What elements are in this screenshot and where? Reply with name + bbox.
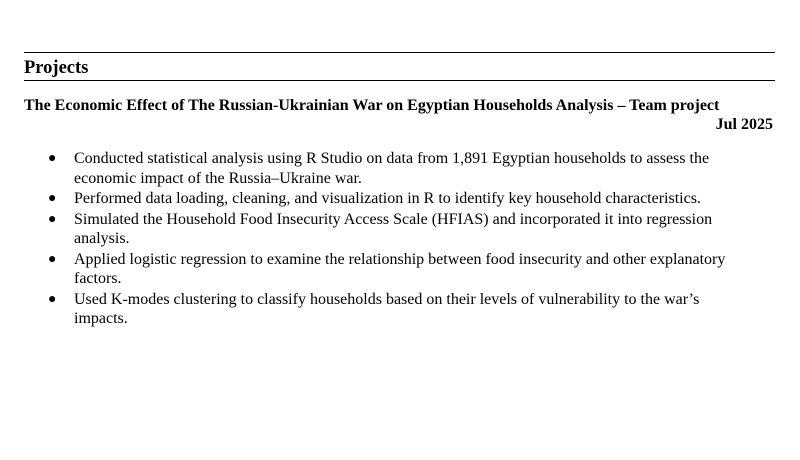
bullet-item	[24, 250, 775, 289]
bullet-text: Conducted statistical analysis using R Studio on data from 1,891 Egyptian households to assess the economic impact of the Russia–Ukraine war.	[74, 150, 710, 187]
bullet-item	[24, 210, 775, 249]
bullet-icon: ●	[48, 191, 57, 206]
bullet-text: Simulated the Household Food Insecurity Access Scale (HFIAS) and incorporated it into regression analysis.	[74, 210, 713, 247]
bullet-text: Used K-modes clustering to classify households based on their levels of vulnerability to the war’s impacts.	[74, 290, 700, 327]
projects-section	[24, 52, 775, 330]
project-date: Jul 2025	[715, 116, 773, 133]
bullet-item	[24, 189, 775, 209]
project-header	[24, 96, 775, 134]
section-bottom-rule	[24, 80, 775, 81]
bullet-icon: ●	[48, 251, 57, 267]
section-title: Projects	[24, 58, 89, 78]
bullet-text: Applied logistic regression to examine the relationship between food insecurity and other explanatory factors.	[74, 250, 726, 287]
project-title: The Economic Effect of The Russian-Ukrainian War on Egyptian Households Analysis – Team project	[24, 97, 720, 114]
bullet-item	[24, 149, 775, 188]
project-bullet-list	[24, 149, 775, 329]
bullet-item	[24, 290, 775, 329]
bullet-icon: ●	[48, 211, 57, 227]
bullet-icon: ●	[48, 291, 57, 307]
bullet-icon: ●	[48, 151, 57, 166]
bullet-text: Performed data loading, cleaning, and visualization in R to identify key household characteristics.	[74, 190, 701, 207]
